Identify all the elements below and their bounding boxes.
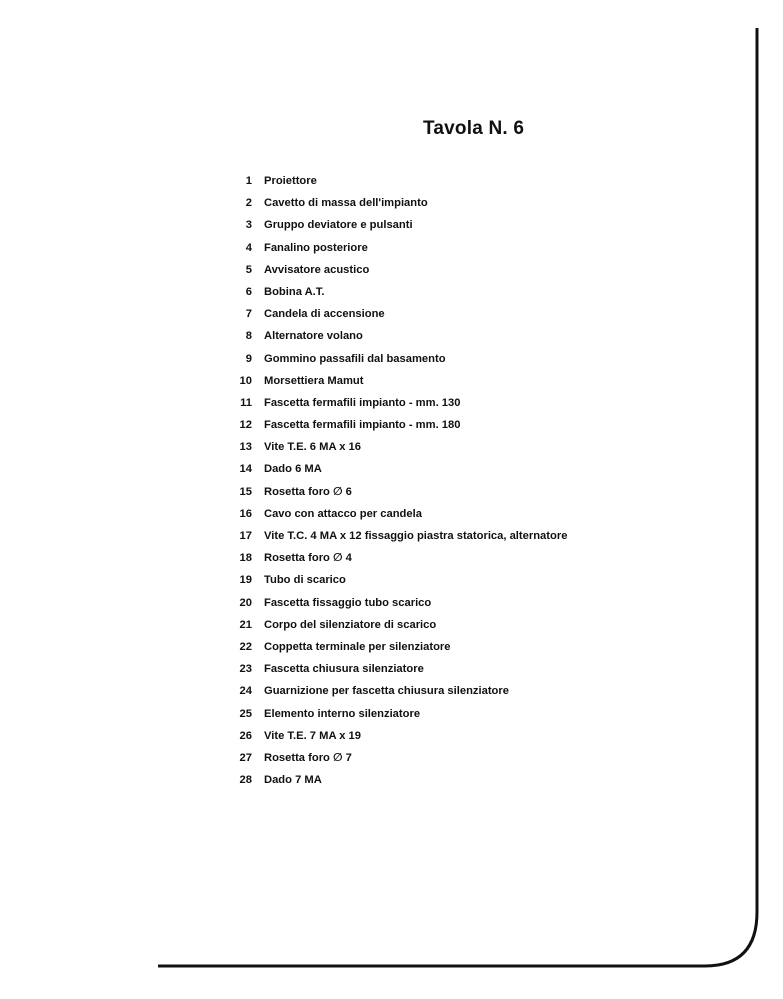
item-number: 16 [239, 507, 252, 520]
item-description: Alternatore volano [264, 330, 363, 343]
item-number: 19 [239, 574, 252, 587]
item-description: Tubo di scarico [264, 574, 346, 587]
item-description: Coppetta terminale per silenziatore [264, 640, 451, 653]
item-description: Corpo del silenziatore di scarico [264, 618, 437, 631]
list-item [226, 348, 567, 370]
item-number: 7 [245, 308, 252, 321]
item-description: Vite T.E. 7 MA x 19 [264, 729, 361, 742]
list-item [226, 503, 567, 525]
list-item [226, 170, 567, 192]
list-item [226, 303, 567, 325]
item-number: 15 [239, 485, 252, 498]
item-number: 6 [245, 285, 252, 298]
item-number: 18 [239, 552, 252, 565]
list-item [226, 592, 567, 614]
list-item [226, 192, 567, 214]
item-description: Avvisatore acustico [264, 263, 370, 276]
list-item [226, 414, 567, 436]
list-item [226, 237, 567, 259]
item-description: Proiettore [264, 175, 317, 187]
item-description: Vite T.E. 6 MA x 16 [264, 441, 361, 454]
list-item [226, 680, 567, 702]
list-item [226, 658, 567, 680]
item-description: Bobina A.T. [264, 285, 325, 298]
item-description: Guarnizione per fascetta chiusura silenziatore [264, 685, 509, 698]
item-number: 20 [239, 596, 252, 609]
item-number: 24 [239, 685, 252, 698]
item-description: Fascetta fermafili impianto - mm. 180 [264, 419, 461, 432]
item-description: Rosetta foro ∅ 7 [264, 751, 352, 764]
list-item [226, 614, 567, 636]
item-description: Morsettiera Mamut [264, 374, 364, 387]
item-number: 3 [245, 219, 252, 232]
list-item [226, 370, 567, 392]
list-item [226, 636, 567, 658]
list-item [226, 703, 567, 725]
list-item [226, 259, 567, 281]
item-description: Fanalino posteriore [264, 241, 368, 254]
item-number: 25 [239, 707, 252, 720]
item-number: 4 [245, 241, 252, 254]
list-item [226, 458, 567, 480]
list-item [226, 392, 567, 414]
item-number: 10 [239, 374, 252, 387]
item-number: 12 [239, 419, 252, 432]
parts-list [226, 170, 567, 791]
item-description: Cavetto di massa dell'impianto [264, 197, 428, 210]
list-item [226, 547, 567, 569]
item-description: Gruppo deviatore e pulsanti [264, 219, 413, 232]
list-item [226, 747, 567, 769]
list-item [226, 325, 567, 347]
item-number: 21 [239, 618, 252, 631]
list-item [226, 281, 567, 303]
list-item [226, 436, 567, 458]
item-number: 23 [239, 663, 252, 676]
item-number: 2 [245, 197, 252, 210]
item-number: 14 [239, 463, 252, 476]
item-description: Dado 6 MA [264, 463, 322, 476]
item-description: Fascetta fermafili impianto - mm. 130 [264, 396, 461, 409]
page-title: Tavola N. 6 [423, 118, 525, 139]
item-number: 1 [245, 175, 252, 187]
item-number: 17 [239, 530, 252, 542]
item-description: Gommino passafili dal basamento [264, 352, 446, 365]
item-number: 28 [239, 774, 252, 787]
item-description: Cavo con attacco per candela [264, 507, 422, 520]
item-description: Vite T.C. 4 MA x 12 fissaggio piastra statorica, alternatore [264, 530, 568, 542]
list-item [226, 525, 567, 547]
item-number: 8 [245, 330, 252, 343]
item-number: 13 [239, 441, 252, 454]
list-item [226, 481, 567, 503]
item-description: Fascetta fissaggio tubo scarico [264, 596, 432, 609]
list-item [226, 769, 567, 791]
list-item [226, 214, 567, 236]
list-item [226, 569, 567, 591]
item-description: Rosetta foro ∅ 6 [264, 485, 352, 498]
item-description: Rosetta foro ∅ 4 [264, 552, 352, 565]
item-description: Fascetta chiusura silenziatore [264, 663, 424, 676]
item-number: 27 [239, 751, 252, 764]
item-number: 5 [245, 263, 252, 276]
item-number: 9 [245, 352, 252, 365]
item-number: 11 [240, 396, 252, 409]
item-number: 22 [239, 640, 252, 653]
list-item [226, 725, 567, 747]
item-number: 26 [239, 729, 252, 742]
item-description: Candela di accensione [264, 308, 385, 321]
item-description: Dado 7 MA [264, 774, 322, 787]
item-description: Elemento interno silenziatore [264, 707, 421, 720]
